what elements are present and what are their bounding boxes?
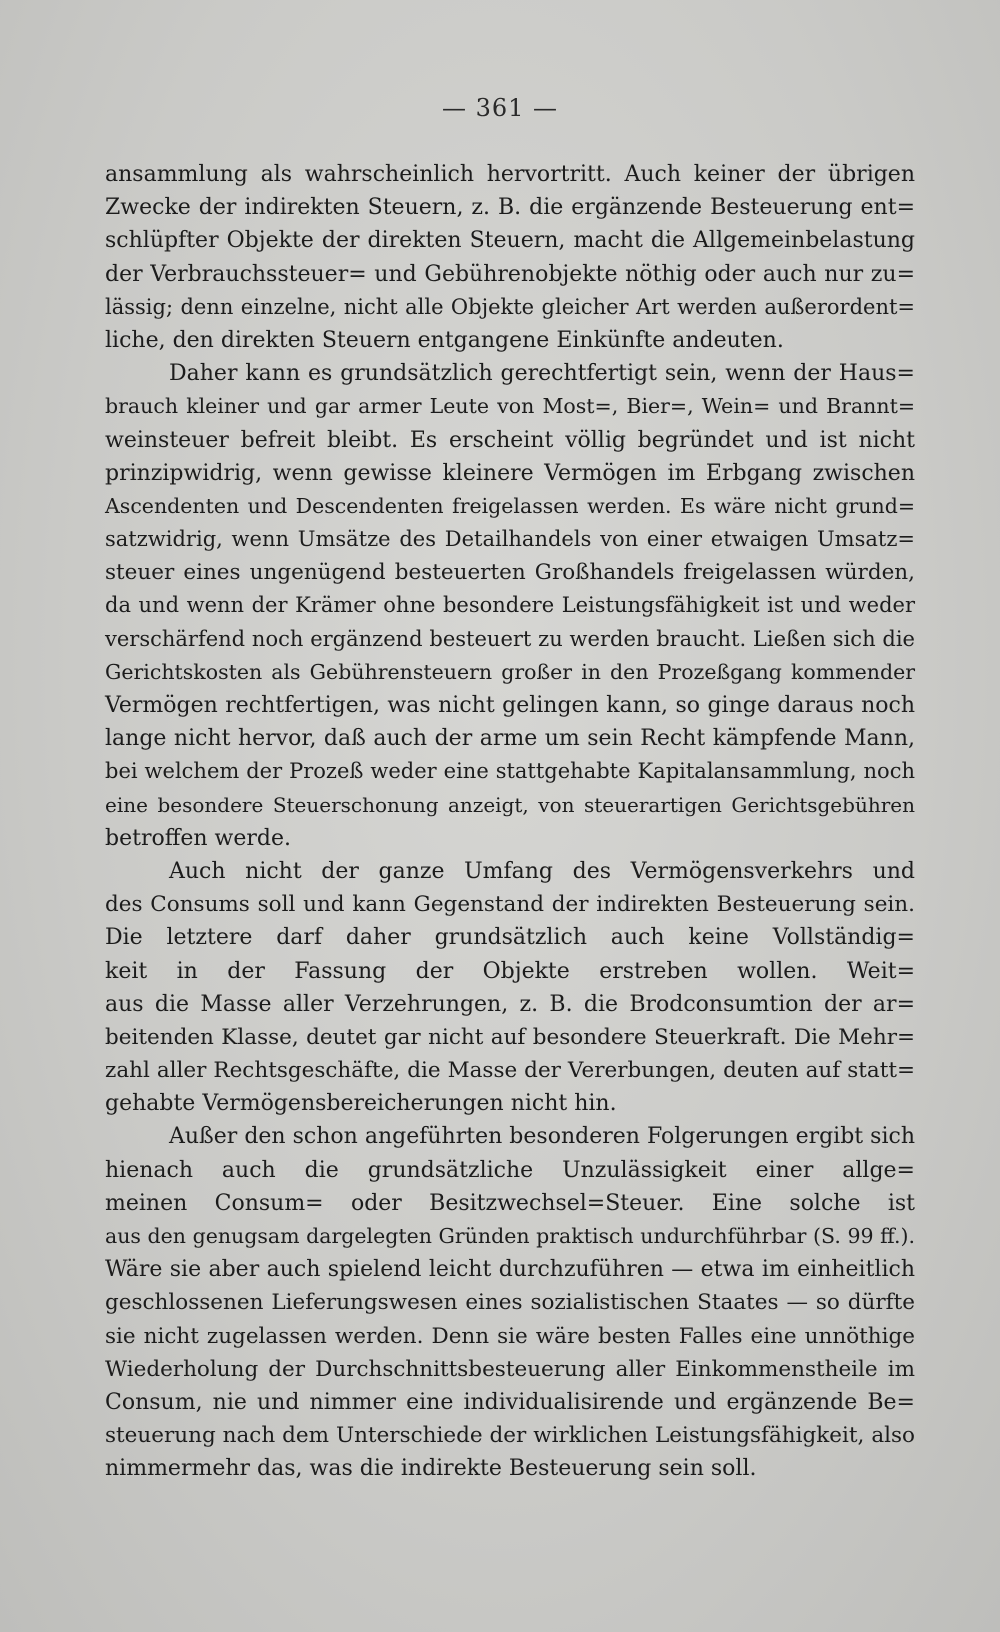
text-line: meinen Consum= oder Besitzwechsel=Steuer. Eine solche ist [105,1190,915,1216]
text-line: weinsteuer befreit bleibt. Es erscheint völlig begründet und ist nicht [105,427,915,453]
text-line: schlüpfter Objekte der direkten Steuern, macht die Allgemeinbelastung [105,228,915,254]
text-line: da und wenn der Krämer ohne besondere Leistungsfähigkeit ist und weder [105,593,915,618]
text-line: geschlossenen Lieferungswesen eines sozialistischen Staates — so dürfte [105,1290,915,1316]
text-line: beitenden Klasse, deutet gar nicht auf besondere Steuerkraft. Die Mehr= [105,1024,915,1050]
text-line: lange nicht hervor, daß auch der arme um sein Recht kämpfende Mann, [105,726,915,752]
text-line: steuer eines ungenügend besteuerten Großhandels freigelassen würden, [105,560,915,586]
text-line: betroffen werde. [105,825,291,851]
text-line: sie nicht zugelassen werden. Denn sie wäre besten Falles eine unnöthige [105,1323,915,1349]
text-line: hienach auch die grundsätzliche Unzulässigkeit einer allge= [105,1157,915,1183]
page-number: — 361 — [441,94,559,122]
text-line: gehabte Vermögensbereicherungen nicht hin. [105,1091,617,1117]
text-line: zahl aller Rechtsgeschäfte, die Masse der Vererbungen, deuten auf statt= [105,1058,915,1084]
text-line: Wäre sie aber auch spielend leicht durchzuführen — etwa im einheitlich [105,1257,915,1283]
text-line: Wiederholung der Durchschnittsbesteuerung aller Einkommenstheile im [105,1356,915,1382]
text-line: aus den genugsam dargelegten Gründen praktisch undurchführbar (S. 99 ff.). [105,1224,915,1248]
text-line: Zwecke der indirekten Steuern, z. B. die ergänzende Besteuerung ent= [105,195,915,221]
text-line: der Verbrauchssteuer= und Gebührenobjekte nöthig oder auch nur zu= [105,261,915,287]
text-line: lässig; denn einzelne, nicht alle Objekte gleicher Art werden außerordent= [105,294,915,319]
text-line: Vermögen rechtfertigen, was nicht gelingen kann, so ginge daraus noch [105,693,915,718]
text-line: Die letztere darf daher grundsätzlich auch keine Vollständig= [105,925,915,951]
text-line: eine besondere Steuerschonung anzeigt, von steuerartigen Gerichtsgebühren [105,792,915,817]
text-line: steuerung nach dem Unterschiede der wirklichen Leistungsfähigkeit, also [105,1423,915,1449]
text-line: ansammlung als wahrscheinlich hervortritt. Auch keiner der übrigen [105,162,915,187]
text-line: nimmermehr das, was die indirekte Besteuerung sein soll. [105,1456,757,1482]
text-line: prinzipwidrig, wenn gewisse kleinere Vermögen im Erbgang zwischen [105,460,915,486]
text-line: Daher kann es grundsätzlich gerechtfertigt sein, wenn der Haus= [169,361,915,387]
text-line: Gerichtskosten als Gebührensteuern großer in den Prozeßgang kommender [105,659,915,684]
text-line: Außer den schon angeführten besonderen Folgerungen ergibt sich [169,1124,915,1150]
text-line: satzwidrig, wenn Umsätze des Detailhandels von einer etwaigen Umsatz= [105,527,915,552]
text-line: Consum, nie und nimmer eine individualisirende und ergänzende Be= [105,1389,915,1415]
text-line: Ascendenten und Descendenten freigelassen werden. Es wäre nicht grund= [105,493,915,518]
text-line: keit in der Fassung der Objekte erstreben wollen. Weit= [105,958,915,984]
text-line: bei welchem der Prozeß weder eine stattgehabte Kapitalansammlung, noch [105,759,915,784]
text-line: liche, den direkten Steuern entgangene Einkünfte andeuten. [105,327,784,353]
text-line: verschärfend noch ergänzend besteuert zu werden braucht. Ließen sich die [105,626,915,651]
body-text [105,158,915,1486]
text-line: brauch kleiner und gar armer Leute von Most=, Bier=, Wein= und Brannt= [105,394,915,419]
text-line: Auch nicht der ganze Umfang des Vermögensverkehrs und [169,858,915,884]
text-line: aus die Masse aller Verzehrungen, z. B. die Brodconsumtion der ar= [105,991,915,1017]
text-line: des Consums soll und kann Gegenstand der indirekten Besteuerung sein. [105,892,915,918]
